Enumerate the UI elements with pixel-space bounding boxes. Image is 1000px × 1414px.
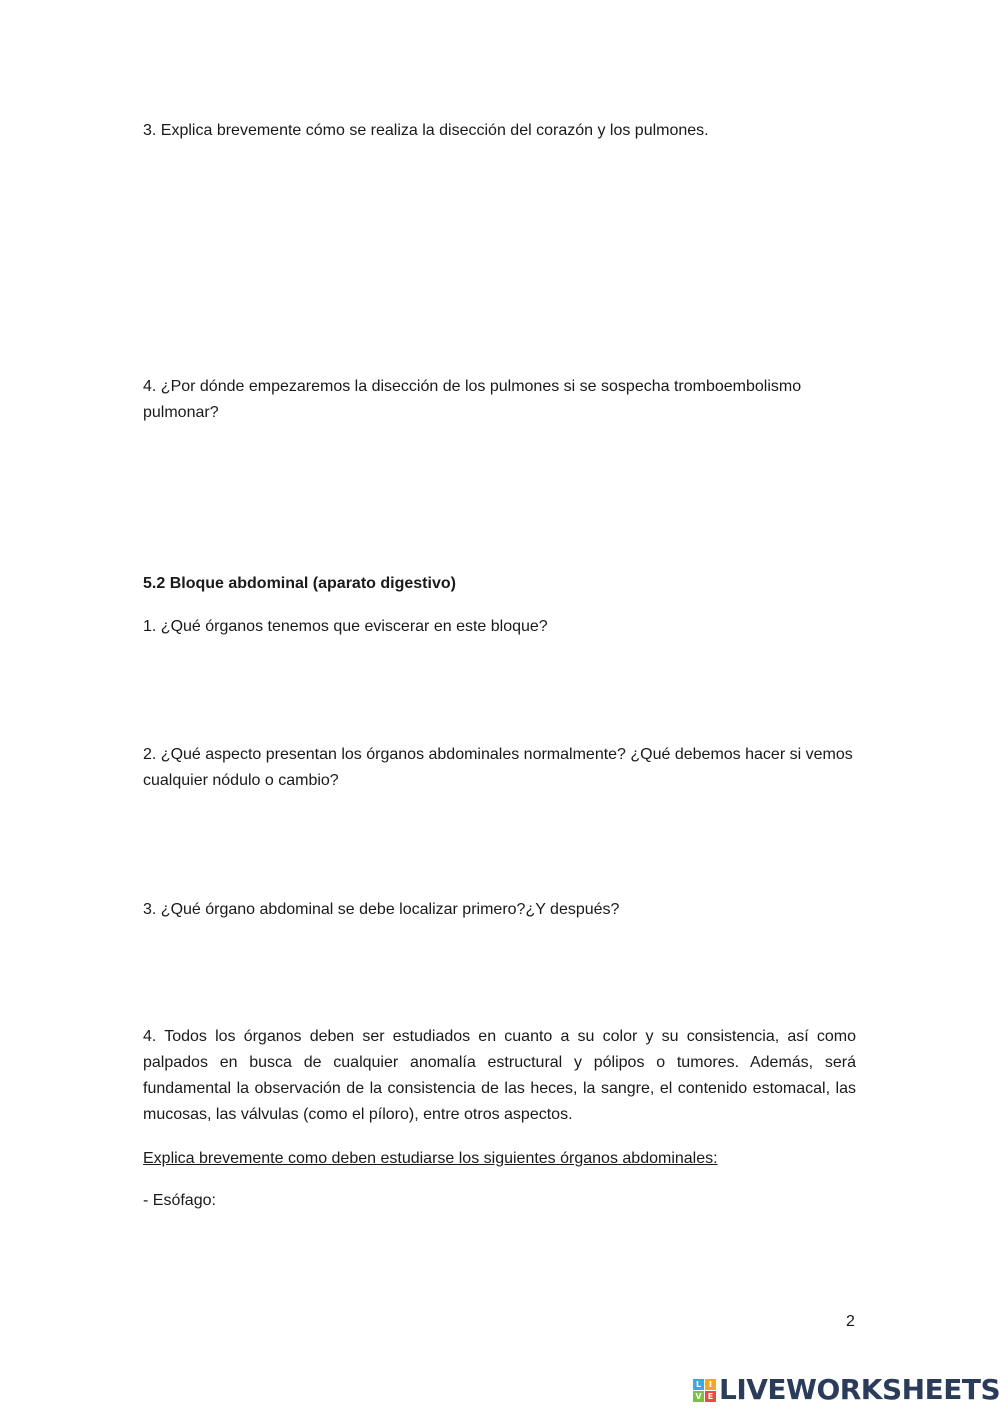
question-3-heart-lungs: 3. Explica brevemente cómo se realiza la disección del corazón y los pulmones.: [143, 122, 709, 139]
question-4-organ-study: 4. Todos los órganos deben ser estudiados en cuanto a su color y su consistencia, así como palpados en busca de cualquier anomalía estructural y pólipos o tumores. Además, será fundamental la observación de la consistencia de las heces, la sangre, el contenido estomacal, las mucosas, las válvulas (como el píloro), entre otros aspectos.: [143, 1028, 856, 1123]
logo-letter-l: L: [693, 1379, 704, 1390]
liveworksheets-logo: [693, 1374, 1000, 1406]
logo-wordmark: LIVEWORKSHEETS: [719, 1373, 1000, 1406]
logo-letter-v: V: [693, 1391, 704, 1402]
logo-grid-icon: [693, 1379, 716, 1402]
question-1-eviscerate: 1. ¿Qué órganos tenemos que eviscerar en este bloque?: [143, 618, 548, 635]
question-2-abdominal-aspect: 2. ¿Qué aspecto presentan los órganos abdominales normalmente? ¿Qué debemos hacer si vemos cualquier nódulo o cambio?: [143, 746, 853, 789]
logo-letter-e: E: [705, 1391, 716, 1402]
logo-letter-i: I: [705, 1379, 716, 1390]
page-number: 2: [846, 1313, 855, 1330]
question-4-pulmonary-embolism: 4. ¿Por dónde empezaremos la disección de los pulmones si se sospecha tromboembolismo pulmonar?: [143, 378, 802, 421]
instruction-text: Explica brevemente como deben estudiarse los siguientes órganos abdominales:: [143, 1150, 718, 1167]
section-heading-abdominal: 5.2 Bloque abdominal (aparato digestivo): [143, 575, 456, 592]
list-item-esofago: - Esófago:: [143, 1192, 216, 1209]
question-3-organ-order: 3. ¿Qué órgano abdominal se debe localizar primero?¿Y después?: [143, 901, 620, 918]
